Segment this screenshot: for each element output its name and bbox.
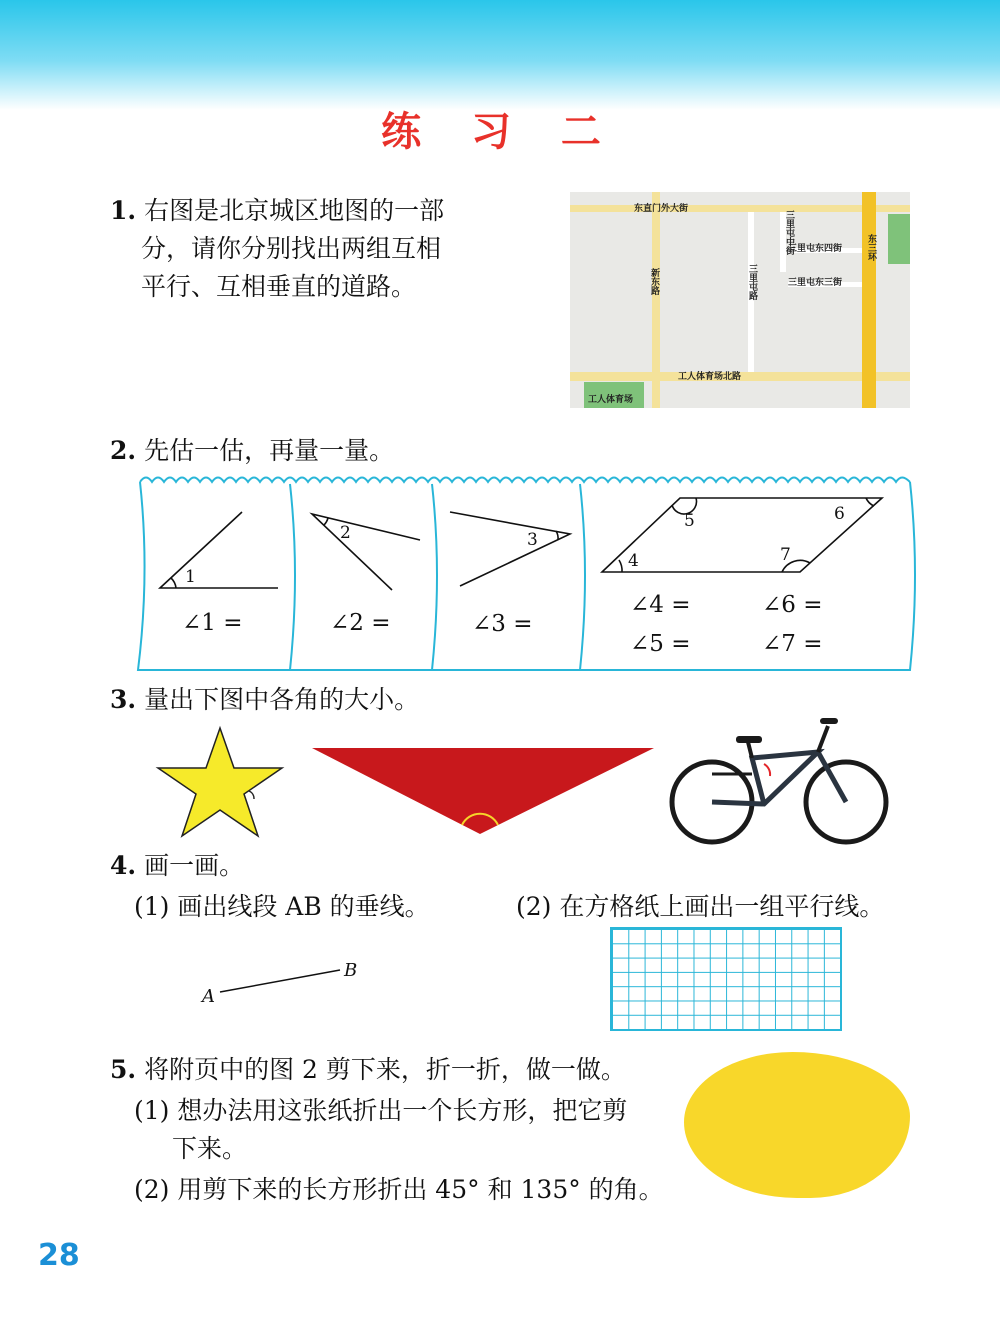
angle-6-arc xyxy=(866,498,874,506)
q2-number: 2. xyxy=(110,436,137,465)
header-banner xyxy=(0,0,1000,110)
label-dong3huan: 东三环 xyxy=(866,234,876,261)
angle-5-mark: 5 xyxy=(684,511,695,531)
answer-angle-1: ∠1 = xyxy=(182,610,243,636)
beijing-map xyxy=(570,192,910,408)
grid-paper[interactable] xyxy=(610,927,842,1031)
q5-sub-2: (2) 用剪下来的长方形折出 45° 和 135° 的角。 xyxy=(134,1175,664,1204)
q1-line-1: 右图是北京城区地图的一部 xyxy=(144,196,445,225)
road-horizontal-top xyxy=(570,205,910,212)
question-3 xyxy=(110,681,419,719)
bicycle-seat-post xyxy=(748,742,752,758)
angle-2-arc xyxy=(324,518,328,525)
panel-top-edge xyxy=(140,478,910,483)
page-number: 28 xyxy=(38,1238,80,1273)
q5-text: 将附页中的图 2 剪下来，折一折，做一做。 xyxy=(144,1055,626,1084)
q1-line-2: 分，请你分别找出两组互相 xyxy=(141,234,442,263)
question-2 xyxy=(110,432,394,470)
q3-number: 3. xyxy=(110,685,137,714)
divider-2 xyxy=(432,484,437,670)
label-sanlitun: 三里屯路 xyxy=(747,264,757,300)
yellow-paper-shape xyxy=(684,1052,910,1198)
star-shape xyxy=(158,728,282,836)
q4-sub-1: (1) 画出线段 AB 的垂线。 xyxy=(134,892,430,921)
q2-text: 先估一估，再量一量。 xyxy=(144,436,395,465)
bicycle-angle-arc xyxy=(764,764,770,776)
question-4 xyxy=(110,847,244,885)
label-sanlitun-zhongjie: 三里屯中街 xyxy=(784,210,794,255)
angle-2 xyxy=(312,514,420,590)
angle-4-arc xyxy=(619,560,622,572)
q3-text: 量出下图中各角的大小。 xyxy=(144,685,420,714)
q4-text: 画一画。 xyxy=(144,851,245,880)
label-gongti-bei: 工人体育场北路 xyxy=(678,372,742,382)
scarf-figure xyxy=(310,744,656,836)
divider-3 xyxy=(580,484,585,670)
q5-sub-1-line-1: (1) 想办法用这张纸折出一个长方形，把它剪 xyxy=(134,1096,628,1125)
road-dong3huan xyxy=(862,192,876,408)
angle-1 xyxy=(160,512,278,588)
answer-angle-3: ∠3 = xyxy=(472,611,533,637)
label-dongzhimenwai: 东直门外大街 xyxy=(634,204,689,214)
q5-number: 5. xyxy=(110,1055,137,1084)
q5-sub-1-line-2: 下来。 xyxy=(172,1134,248,1163)
angle-1-arc xyxy=(171,578,176,588)
segment-ab xyxy=(220,970,340,992)
segment-ab-figure xyxy=(196,956,376,1008)
green-area-right xyxy=(888,214,910,264)
answer-angle-7: ∠7 = xyxy=(762,631,823,657)
star-angle-arc xyxy=(249,791,254,799)
bicycle-handlebar xyxy=(820,718,838,724)
point-b-label: B xyxy=(344,960,358,981)
q1-line-3: 平行、互相垂直的道路。 xyxy=(141,272,417,301)
question-1 xyxy=(110,192,444,306)
angle-6-mark: 6 xyxy=(834,504,845,524)
bicycle-fork xyxy=(818,752,846,802)
angle-1-mark: 1 xyxy=(185,567,196,587)
angle-3-mark: 3 xyxy=(527,530,538,550)
q4-sub-2: (2) 在方格纸上画出一组平行线。 xyxy=(516,892,885,921)
angle-3 xyxy=(450,512,570,586)
label-xindong: 新东路 xyxy=(649,268,659,295)
angle-2-mark: 2 xyxy=(340,523,351,543)
angle-4-mark: 4 xyxy=(628,551,639,571)
label-sanlitun-dong3: 三里屯东三街 xyxy=(788,278,843,288)
q1-number: 1. xyxy=(110,196,137,225)
bicycle-stem xyxy=(818,726,828,752)
star-figure xyxy=(150,722,290,842)
point-a-label: A xyxy=(202,986,215,1007)
red-scarf xyxy=(312,748,654,834)
angle-7-mark: 7 xyxy=(780,545,791,565)
q4-number: 4. xyxy=(110,851,137,880)
label-sanlitun-dong4: 三里屯东四街 xyxy=(788,244,843,254)
page-title: 练 习 二 xyxy=(381,109,619,155)
answer-angle-4: ∠4 = xyxy=(630,592,691,618)
answer-angle-6: ∠6 = xyxy=(762,592,823,618)
label-gongti: 工人体育场 xyxy=(588,395,634,405)
bicycle-frame xyxy=(712,752,818,804)
divider-1 xyxy=(290,484,295,670)
question-5 xyxy=(110,1051,626,1089)
bicycle-seat xyxy=(736,736,762,743)
road-xindong xyxy=(652,192,660,408)
bicycle-figure xyxy=(668,712,890,848)
answer-angle-5: ∠5 = xyxy=(630,631,691,657)
angle-panels xyxy=(130,474,920,676)
answer-angle-2: ∠2 = xyxy=(330,610,391,636)
